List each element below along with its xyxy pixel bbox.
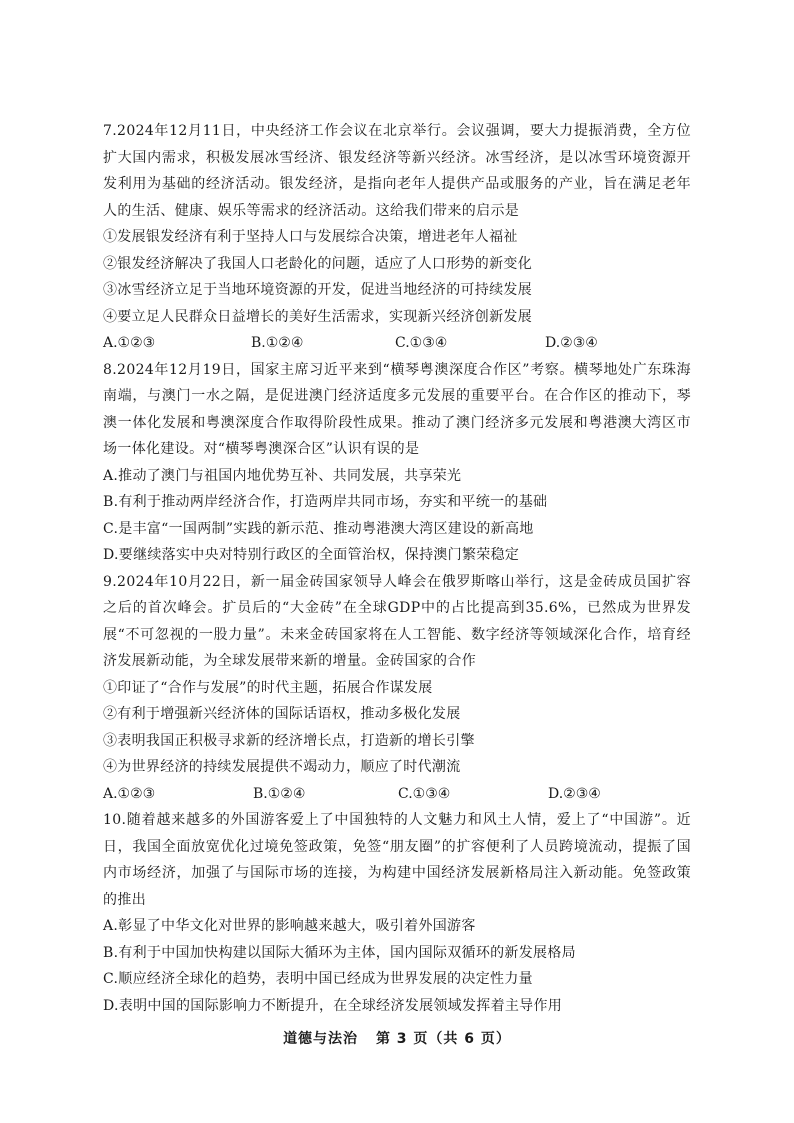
question-9-choices	[103, 781, 691, 808]
footer-subject: 道德与法治	[283, 1031, 359, 1047]
question-8-option-c: C.是丰富“一国两制”实践的新示范、推动粤港澳大湾区建设的新高地	[103, 520, 534, 537]
question-10-option-d: D.表明中国的国际影响力不断提升，在全球经济发展领域发挥着主导作用	[103, 997, 563, 1014]
question-8-option-b: B.有利于推动两岸经济合作，打造两岸共同市场，夯实和平统一的基础	[103, 494, 548, 510]
question-8-stem	[103, 357, 691, 463]
question-7-choice-c: C.①③④	[395, 335, 448, 351]
question-8-option-d: D.要继续落实中央对特别行政区的全面管治权，保持澳门繁荣稳定	[103, 547, 520, 563]
question-7-item-3: ③冰雪经济立足于当地环境资源的开发，促进当地经济的可持续发展	[103, 282, 532, 298]
question-9-item-3: ③表明我国正积极寻求新的经济增长点，打造新的增长引擎	[103, 732, 475, 749]
question-9-choice-b: B.①②④	[253, 785, 306, 802]
question-8-stem-text: 8.2024年12月19日，国家主席习近平来到“横琴粤澳深度合作区”考察。横琴地处广东珠海南端，与澳门一水之隔，是促进澳门经济适度多元发展的重要平台。在合作区的推动下，琴澳一体化发展和粤澳深度合作取得阶段性成果。推动了澳门经济多元发展和粤港澳大湾区市场一体化建设。对“横琴粤澳深合区”认识	[103, 361, 691, 457]
question-10	[103, 807, 691, 1019]
question-7	[103, 118, 691, 357]
page-footer	[0, 1028, 794, 1048]
question-10-option-c: C.顺应经济全球化的趋势，表明中国已经成为世界发展的决定性力量	[103, 971, 533, 987]
question-9-item-1: ①印证了“合作与发展”的时代主题，拓展合作谋发展	[103, 679, 433, 696]
question-8-emphasis: 有误	[361, 441, 391, 457]
question-9-item-2: ②有利于增强新兴经济体的国际话语权，推动多极化发展	[103, 706, 461, 722]
question-7-choices	[103, 330, 691, 357]
question-7-item-1: ①发展银发经济有利于坚持人口与发展综合决策，增进老年人福祉	[103, 229, 518, 245]
question-9-choice-a: A.①②③	[103, 785, 156, 802]
question-8-stem-tail: 的是	[390, 441, 420, 457]
question-7-choice-a: A.①②③	[103, 335, 156, 351]
question-7-stem: 7.2024年12月11日，中央经济工作会议在北京举行。会议强调，要大力提振消费，全方位扩大国内需求，积极发展冰雪经济、银发经济等新兴经济。冰雪经济，是以冰雪环境资源开发利用为基础的经济活动。银发经济，是指向老年人提供产品或服务的产业，旨在满足老年人的生活、健康、娱乐等需求的经济活动。这给我们带来的启示是	[103, 123, 691, 219]
question-8-option-a: A.推动了澳门与祖国内地优势互补、共同发展，共享荣光	[103, 467, 462, 484]
question-9-item-4: ④为世界经济的持续发展提供不竭动力，顺应了时代潮流	[103, 759, 461, 775]
question-9-choice-d: D.②③④	[548, 785, 601, 802]
exam-content	[103, 118, 691, 1019]
question-7-item-4: ④要立足人民群众日益增长的美好生活需求，实现新兴经济创新发展	[103, 308, 532, 325]
question-9-stem: 9.2024年10月22日，新一届金砖国家领导人峰会在俄罗斯喀山举行，这是金砖成员国扩容之后的首次峰会。扩员后的“大金砖”在全球GDP中的占比提高到35.6%，已然成为世界发展“不可忽视的一股力量”。未来金砖国家将在人工智能、数字经济等领域深化合作，培育经济发展新动能，为全球发展带来新的增量。金砖国家的合作	[103, 573, 691, 669]
question-10-option-a: A.彰显了中华文化对世界的影响越来越大，吸引着外国游客	[103, 918, 476, 934]
question-7-item-2: ②银发经济解决了我国人口老龄化的问题，适应了人口形势的新变化	[103, 255, 532, 272]
question-9	[103, 569, 691, 808]
question-9-choice-c: C.①③④	[398, 785, 451, 802]
question-7-choice-b: B.①②④	[251, 335, 304, 351]
question-8	[103, 357, 691, 569]
question-7-choice-d: D.②③④	[545, 335, 598, 351]
question-10-stem: 10.随着越来越多的外国游客爱上了中国独特的人文魅力和风土人情，爱上了“中国游”。近日，我国全面放宽优化过境免签政策，免签“朋友圈”的扩容便利了人员跨境流动，提振了国内市场经济，加强了与国际市场的连接，为构建中国经济发展新格局注入新动能。免签政策的推出	[103, 812, 691, 908]
question-10-option-b: B.有利于中国加快构建以国际大循环为主体，国内国际双循环的新发展格局	[103, 944, 576, 961]
footer-page-number: 第 3 页（共 6 页）	[375, 1031, 511, 1047]
